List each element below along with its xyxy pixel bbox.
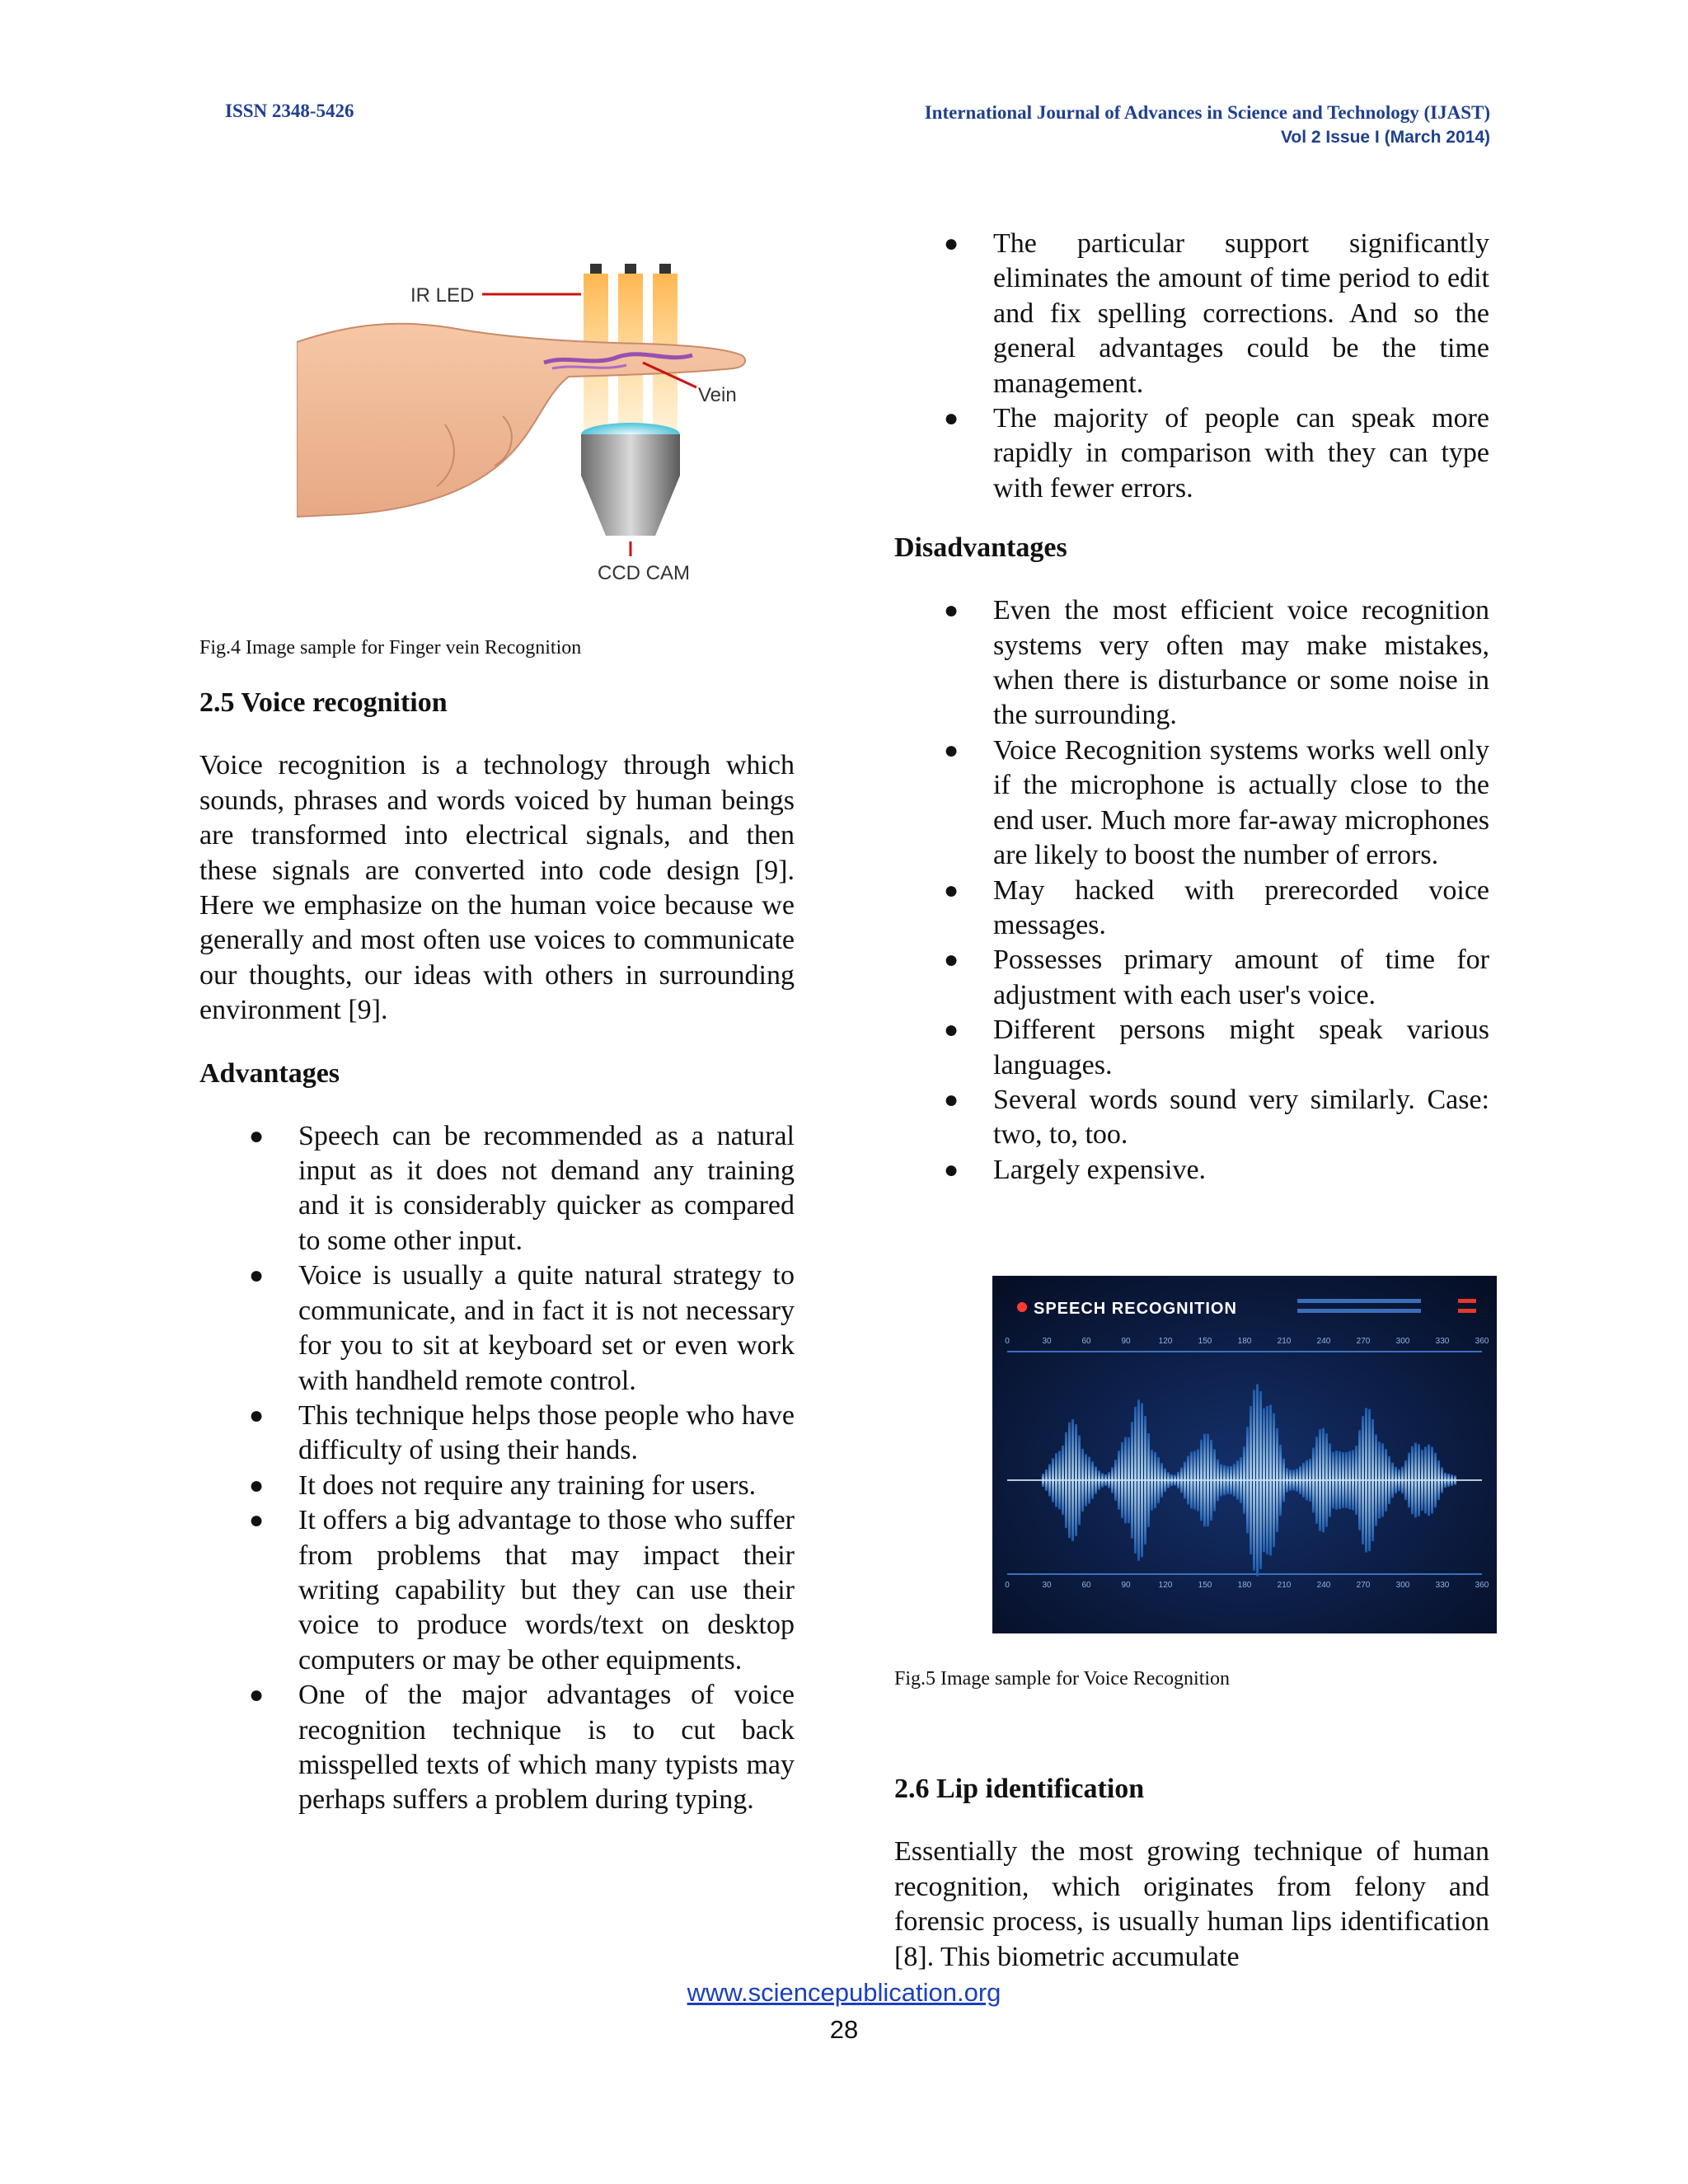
scale-tick-label: 90 — [1121, 1581, 1131, 1590]
waveform-bar — [1144, 1416, 1146, 1544]
scale-tick-label: 120 — [1158, 1337, 1173, 1346]
waveform-bar — [1250, 1406, 1252, 1554]
waveform-bar — [1411, 1446, 1414, 1515]
waveform-bar — [1062, 1446, 1064, 1515]
waveform-bar — [1441, 1467, 1443, 1493]
scale-tick-label: 90 — [1121, 1337, 1131, 1346]
waveform-bar — [1368, 1409, 1371, 1551]
advantages-continued-list — [894, 227, 1489, 506]
led-3 — [659, 264, 671, 274]
list-item: ● This technique helps those people who have difficulty of using their hands. — [249, 1399, 795, 1466]
led-2 — [625, 264, 636, 274]
list-item: ● It does not require any training for users. — [249, 1469, 757, 1501]
waveform-bar — [1315, 1436, 1318, 1524]
waveform-bar — [1104, 1474, 1107, 1486]
waveform-bar — [1243, 1446, 1245, 1514]
advantages-heading: Advantages — [199, 1057, 340, 1089]
waveform-bar — [1190, 1452, 1193, 1509]
advantages-list — [199, 1119, 795, 1818]
waveform-bar — [1381, 1443, 1384, 1516]
waveform-bar — [1322, 1428, 1325, 1532]
waveform-bar — [1095, 1466, 1097, 1493]
scale-tick-label: 0 — [1005, 1337, 1010, 1346]
waveform-bar — [1309, 1459, 1311, 1502]
waveform-bar — [1154, 1452, 1156, 1508]
waveform-bar — [1193, 1451, 1196, 1510]
waveform-bar — [1220, 1464, 1222, 1496]
waveform-bar — [1335, 1451, 1338, 1510]
scale-tick-label: 120 — [1158, 1581, 1173, 1590]
waveform-bar — [1068, 1422, 1071, 1538]
speech-banner: SPEECH RECOGNITION — [1034, 1300, 1237, 1318]
speech-waveform-illustration — [992, 1276, 1497, 1633]
waveform-bar — [1312, 1448, 1315, 1513]
waveform-bar — [1121, 1442, 1123, 1518]
waveform-bar — [1213, 1449, 1216, 1511]
waveform-bar — [1177, 1472, 1179, 1488]
ir-led-label: IR LED — [410, 284, 475, 307]
waveform-bar — [1075, 1424, 1077, 1536]
waveform-bar — [1395, 1467, 1397, 1493]
waveform-bar — [1372, 1419, 1374, 1541]
waveform-bar — [1114, 1460, 1117, 1501]
scale-tick-label: 60 — [1081, 1581, 1091, 1590]
list-item: ● Several words sound very similarly. Case: two, to, too. — [944, 1084, 1489, 1151]
journal-header — [925, 101, 1490, 150]
hand-shape — [297, 324, 745, 517]
waveform-bar — [1137, 1399, 1140, 1560]
record-indicator-icon — [1017, 1302, 1027, 1312]
waveform-bar — [1088, 1457, 1090, 1504]
waveform-bar — [1246, 1427, 1249, 1533]
list-item: ● The particular support significantly eliminates the amount of time period to edit and fix spelling corrections. And so the general advantages could be the time management. — [944, 228, 1489, 399]
waveform-bar — [1444, 1473, 1447, 1488]
waveform-bar — [1065, 1432, 1067, 1528]
waveform-bar — [1348, 1451, 1351, 1510]
waveform-bar — [1342, 1452, 1344, 1508]
list-item: ● Possesses primary amount of time for adjustment with each user's voice. — [944, 944, 1489, 1010]
waveform-bar — [1431, 1446, 1433, 1513]
waveform-bar — [1302, 1463, 1305, 1497]
waveform-bar — [1332, 1452, 1334, 1509]
scale-tick-label: 270 — [1356, 1581, 1371, 1590]
list-item: ● Largely expensive. — [944, 1154, 1207, 1185]
waveform-bar — [1085, 1454, 1087, 1506]
scale-tick-label: 30 — [1042, 1581, 1052, 1590]
scale-tick-label: 30 — [1042, 1337, 1052, 1346]
waveform-bar — [1329, 1443, 1331, 1516]
waveform-bar — [1296, 1469, 1298, 1492]
list-item: ● One of the major advantages of voice recognition technique is to cut back misspelled texts of which many typists may perhaps suffers a problem during typing. — [249, 1680, 795, 1816]
waveform-bar — [1365, 1408, 1367, 1552]
left-column — [199, 630, 795, 1818]
section-2-5-title: 2.5 Voice recognition — [199, 687, 448, 719]
waveform-bar — [1134, 1407, 1137, 1554]
disadvantages-list — [894, 593, 1489, 1188]
waveform-bar — [1375, 1434, 1377, 1526]
waveform-bar — [1233, 1464, 1236, 1496]
scale-tick-label: 240 — [1316, 1581, 1331, 1590]
waveform-bar — [1398, 1469, 1400, 1492]
section-2-6-title: 2.6 Lip identification — [894, 1774, 1145, 1805]
waveform-bar — [1184, 1462, 1186, 1499]
scale-tick-label: 360 — [1475, 1337, 1489, 1346]
waveform-bar — [1447, 1474, 1450, 1487]
waveform-bar — [1404, 1460, 1407, 1500]
list-item: ● Voice is usually a quite natural strategy to communicate, and in fact it is not necessary for you to sit at keyboard set or even work with handheld remote control. — [249, 1260, 795, 1396]
fig5-caption: Fig.5 Image sample for Voice Recognition — [894, 1668, 1231, 1690]
waveform-bar — [1167, 1472, 1170, 1488]
issn-label: ISSN 2348-5426 — [225, 101, 354, 121]
waveform-bar — [1362, 1416, 1364, 1544]
waveform-bar — [1128, 1437, 1130, 1523]
speech-recognition-figure — [992, 1276, 1497, 1633]
website-link[interactable]: www.sciencepublication.org — [687, 1978, 1001, 2007]
waveform-bar — [1269, 1404, 1272, 1555]
journal-title: International Journal of Advances in Science and Technology (IJAST) — [924, 102, 1490, 123]
waveform-bar — [1223, 1465, 1226, 1496]
waveform-bar — [1124, 1437, 1127, 1524]
vein-label: Vein — [698, 384, 737, 406]
waveform-bar — [1226, 1466, 1229, 1494]
voice-recognition-paragraph: Voice recognition is a technology through which sounds, phrases and words voiced by human beings are transformed into electrical signals, and then these signals are converted into code design [9]. Here we emphasize on the human voice because we generally and most often use voices to communicate our thoughts, our ideas with others in surrounding environment [9]. — [199, 750, 795, 1026]
waveform-bar — [1160, 1463, 1163, 1497]
waveform-bar — [1170, 1474, 1173, 1487]
waveform-bar — [1266, 1406, 1268, 1554]
waveform-bar — [1259, 1391, 1262, 1569]
waveform-bar — [1157, 1457, 1160, 1503]
waveform-bar — [1276, 1428, 1278, 1532]
waveform-bar — [1282, 1459, 1285, 1502]
scale-tick-label: 180 — [1237, 1337, 1252, 1346]
waveform-bar — [1141, 1403, 1143, 1557]
list-item: ● Even the most efficient voice recognition systems very often may make mistakes, when there is disturbance or some noise in the surrounding. — [944, 595, 1489, 731]
waveform-bar — [1263, 1408, 1265, 1552]
ccd-cam-label: CCD CAM — [598, 562, 690, 584]
waveform-bar — [1111, 1467, 1114, 1493]
waveform-bar — [1240, 1457, 1242, 1503]
waveform-bar — [1289, 1469, 1292, 1491]
waveform-bar — [1058, 1451, 1061, 1510]
scale-tick-label: 210 — [1277, 1581, 1292, 1590]
fig4-caption: Fig.4 Image sample for Finger vein Recognition — [199, 637, 582, 658]
waveform-bar — [1292, 1470, 1295, 1491]
waveform-bar — [1236, 1460, 1239, 1500]
waveform-bar — [1253, 1390, 1255, 1570]
right-column — [894, 227, 1489, 1188]
waveform-bar — [1414, 1443, 1417, 1518]
waveform-bar — [1299, 1466, 1301, 1494]
ccd-camera — [581, 476, 680, 536]
waveform-bar — [1207, 1434, 1209, 1526]
waveform-bar — [1424, 1446, 1427, 1513]
waveform-bar — [1451, 1474, 1453, 1486]
waveform-bar — [1230, 1466, 1232, 1494]
waveform-bar — [1045, 1469, 1048, 1491]
disadvantages-heading: Disadvantages — [894, 532, 1067, 564]
waveform-bar — [1325, 1433, 1328, 1526]
waveform-bar — [1408, 1453, 1410, 1508]
waveform-bar — [1378, 1441, 1381, 1518]
scale-tick-label: 300 — [1395, 1337, 1410, 1346]
scale-tick-label: 150 — [1198, 1337, 1212, 1346]
waveform-bar — [1273, 1413, 1275, 1547]
waveform-bar — [1339, 1451, 1341, 1509]
scale-tick-label: 210 — [1277, 1337, 1292, 1346]
waveform-bar — [1174, 1474, 1176, 1485]
list-item: ● Voice Recognition systems works well only if the microphone is actually close to the end user. Much more far-away microphones are likely to boost the number of errors. — [944, 734, 1489, 871]
waveform-bar — [1286, 1468, 1288, 1493]
waveform-bar — [1180, 1467, 1183, 1493]
lip-identification-paragraph: Essentially the most growing technique of human recognition, which originates from felony and forensic process, is usually human lips identification [8]. This biometric accumulate — [894, 1836, 1489, 1972]
waveform-bar — [1428, 1445, 1430, 1516]
waveform-bar — [1091, 1461, 1094, 1499]
waveform-bar — [1203, 1434, 1206, 1527]
scale-tick-label: 0 — [1005, 1581, 1010, 1590]
waveform-bar — [1355, 1446, 1357, 1515]
waveform-bar — [1391, 1463, 1394, 1498]
waveform-bar — [1081, 1449, 1084, 1511]
list-item: ● May hacked with prerecorded voice messages. — [944, 874, 1489, 940]
waveform-bar — [1101, 1473, 1104, 1487]
list-item: ● It offers a big advantage to those who suffer from problems that may impact their writing capability but they can use their voice to produce words/text on desktop computers or may be other equipments. — [249, 1505, 795, 1675]
waveform-bar — [1055, 1453, 1057, 1507]
waveform-bar — [1187, 1455, 1189, 1504]
scale-tick-label: 150 — [1198, 1581, 1212, 1590]
waveform-bar — [1108, 1472, 1110, 1488]
waveform-bar — [1279, 1445, 1282, 1516]
waveform-bar — [1401, 1467, 1404, 1494]
waveform-bar — [1048, 1464, 1051, 1496]
waveform-bar — [1418, 1444, 1420, 1516]
waveform-bar — [1454, 1475, 1456, 1485]
waveform-bar — [1200, 1440, 1203, 1521]
list-item: ● Speech can be recommended as a natural input as it does not demand any training and it is considerably quicker as compared to some other input. — [249, 1120, 795, 1256]
waveform-bar — [1118, 1451, 1120, 1510]
scale-tick-label: 270 — [1356, 1337, 1371, 1346]
scale-tick-label: 180 — [1237, 1581, 1252, 1590]
scale-tick-label: 300 — [1395, 1581, 1410, 1590]
waveform-bar — [1164, 1469, 1166, 1493]
scale-tick-label: 60 — [1081, 1337, 1091, 1346]
waveform-bar — [1217, 1460, 1219, 1502]
waveform-bar — [1388, 1456, 1390, 1504]
waveform-bar — [1358, 1430, 1361, 1530]
waveform-bar — [1434, 1453, 1437, 1508]
right-column-lower — [894, 1661, 1489, 1975]
waveform-bar — [1197, 1449, 1199, 1511]
led-1 — [590, 264, 602, 274]
scale-tick-label: 330 — [1435, 1581, 1450, 1590]
journal-volume: Vol 2 Issue I (March 2014) — [1280, 128, 1490, 147]
waveform-bar — [1078, 1436, 1081, 1526]
scale-tick-label: 360 — [1475, 1581, 1489, 1590]
waveform-bar — [1352, 1451, 1354, 1511]
scale-tick-label: 240 — [1316, 1337, 1331, 1346]
waveform-bar — [1042, 1474, 1044, 1487]
list-item: ● Different persons might speak various languages. — [944, 1015, 1489, 1080]
finger-vein-illustration — [297, 251, 758, 585]
waveform-bar — [1385, 1449, 1387, 1511]
page-number: 28 — [829, 2015, 859, 2044]
waveform-bar — [1437, 1460, 1440, 1500]
waveform-bar — [1319, 1429, 1321, 1531]
waveform-bar — [1421, 1450, 1423, 1511]
waveform-bar — [1131, 1422, 1133, 1539]
waveform-bar — [1306, 1460, 1308, 1501]
waveform-bar — [1256, 1384, 1259, 1576]
scale-tick-label: 330 — [1435, 1337, 1450, 1346]
waveform-bar — [1151, 1450, 1153, 1511]
waveform-bar — [1098, 1470, 1100, 1490]
waveform-bar — [1345, 1452, 1348, 1508]
waveform-bar — [1052, 1458, 1054, 1502]
list-item: ● The majority of people can speak more rapidly in comparison with they can type with fewer errors. — [944, 403, 1489, 504]
waveform-bar — [1071, 1419, 1074, 1541]
finger-vein-figure — [297, 251, 758, 585]
waveform-bar — [1210, 1440, 1212, 1521]
waveform-bar — [1147, 1433, 1150, 1527]
